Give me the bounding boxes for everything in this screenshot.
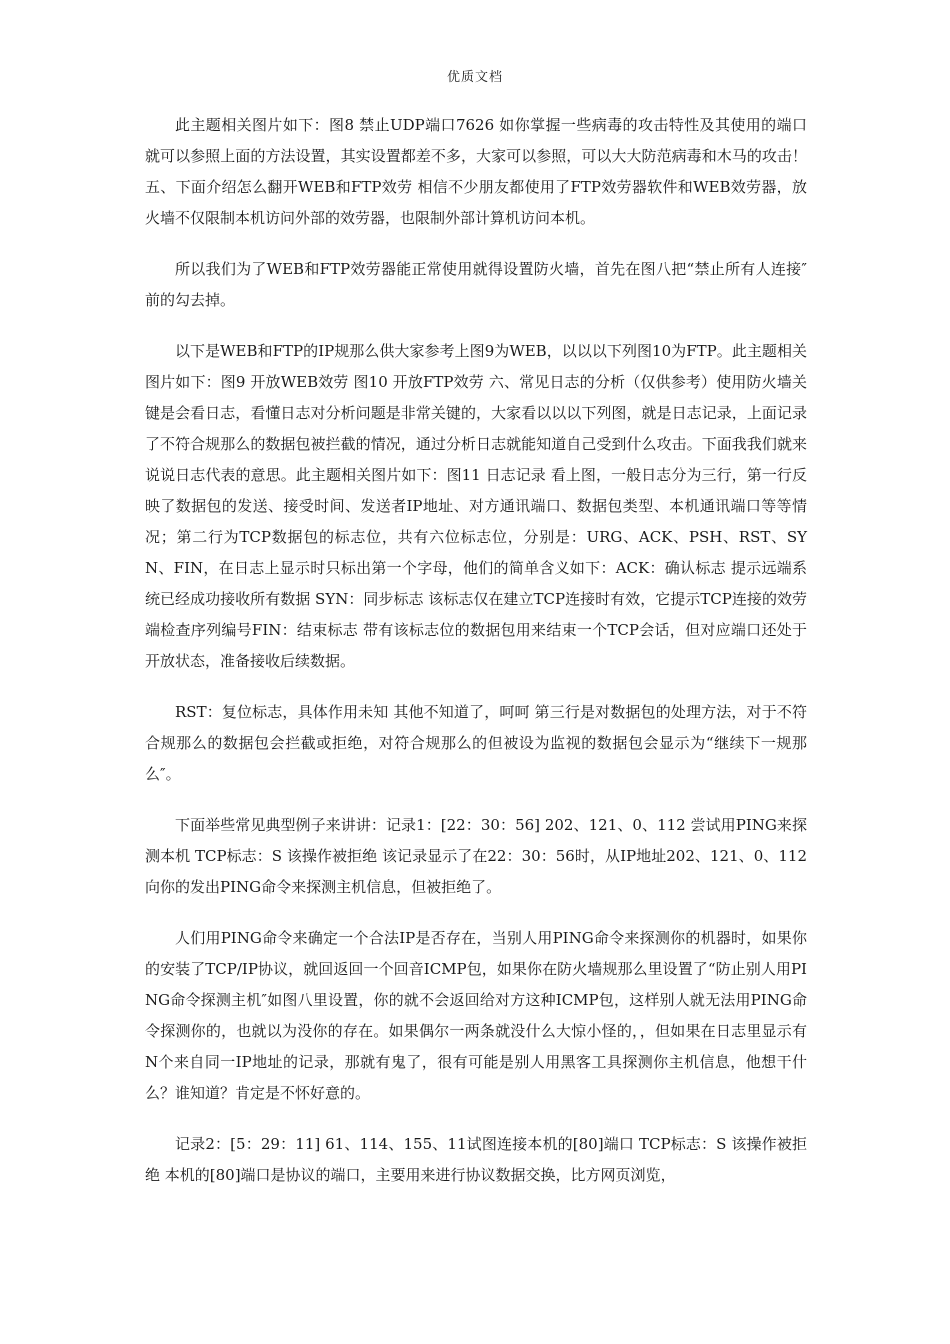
paragraph: RST：复位标志，具体作用未知 其他不知道了，呵呵 第三行是对数据包的处理方法，对于不符合规那么的数据包会拦截或拒绝，对符合规那么的但被设为监视的数据包会显示为“继续下一规那么″。 <box>145 703 807 783</box>
paragraph: 此主题相关图片如下：图8 禁止UDP端口7626 如你掌握一些病毒的攻击特性及其使用的端口就可以参照上面的方法设置，其实设置都差不多，大家可以参照，可以大大防范病毒和木马的攻击！ 五、下面介绍怎么翻开WEB和FTP效劳 相信不少朋友都使用了FTP效劳器软件和WEB效劳器，放火墙不仅限制本机访问外部的效劳器，也限制外部计算机访问本机。 <box>145 116 807 227</box>
paragraph: 人们用PING命令来确定一个合法IP是否存在，当别人用PING命令来探测你的机器时，如果你的安装了TCP/IP协议，就回返回一个回音ICMP包，如果你在防火墙规那么里设置了“防止别人用PING命令探测主机″如图八里设置，你的就不会返回给对方这种ICMP包，这样别人就无法用PING命令探测你的，也就以为没你的存在。如果偶尔一两条就没什么大惊小怪的，，但如果在日志里显示有N个来自同一IP地址的记录，那就有鬼了，很有可能是别人用黑客工具探测你主机信息，他想干什么？谁知道？肯定是不怀好意的。 <box>145 929 807 1102</box>
paragraph: 记录2：[5：29：11] 61、114、155、11试图连接本机的[80]端口 TCP标志：S 该操作被拒绝 本机的[80]端口是协议的端口，主要用来进行协议数据交换，比方网页浏览， <box>145 1135 807 1184</box>
document-body <box>145 110 807 1211</box>
page-header: 优质文档 <box>446 70 503 85</box>
paragraph: 下面举些常见典型例子来讲讲：记录1：[22：30：56] 202、121、0、112 尝试用PING来探测本机 TCP标志：S 该操作被拒绝 该记录显示了在22：30：56时，从IP地址202、121、0、112 向你的发出PING命令来探测主机信息，但被拒绝了。 <box>145 816 807 896</box>
paragraph: 所以我们为了WEB和FTP效劳器能正常使用就得设置防火墙，首先在图八把“禁止所有人连接″前的勾去掉。 <box>145 260 807 309</box>
paragraph: 以下是WEB和FTP的IP规那么供大家参考上图9为WEB，以以以下列图10为FTP。此主题相关图片如下：图9 开放WEB效劳 图10 开放FTP效劳 六、常见日志的分析（仅供参考）使用防火墙关键是会看日志，看懂日志对分析问题是非常关键的，大家看以以以下列图，就是日志记录，上面记录了不符合规那么的数据包被拦截的情况，通过分析日志就能知道自己受到什么攻击。下面我我们就来说说日志代表的意思。此主题相关图片如下：图11 日志记录 看上图，一般日志分为三行，第一行反映了数据包的发送、接受时间、发送者IP地址、对方通讯端口、数据包类型、本机通讯端口等等情况；第二行为TCP数据包的标志位，共有六位标志位，分别是：URG、ACK、PSH、RST、SYN、FIN，在日志上显示时只标出第一个字母，他们的简单含义如下：ACK：确认标志 提示远端系统已经成功接收所有数据 SYN：同步标志 该标志仅在建立TCP连接时有效，它提示TCP连接的效劳端检查序列编号FIN：结束标志 带有该标志位的数据包用来结束一个TCP会话，但对应端口还处于开放状态，准备接收后续数据。 <box>145 342 807 670</box>
